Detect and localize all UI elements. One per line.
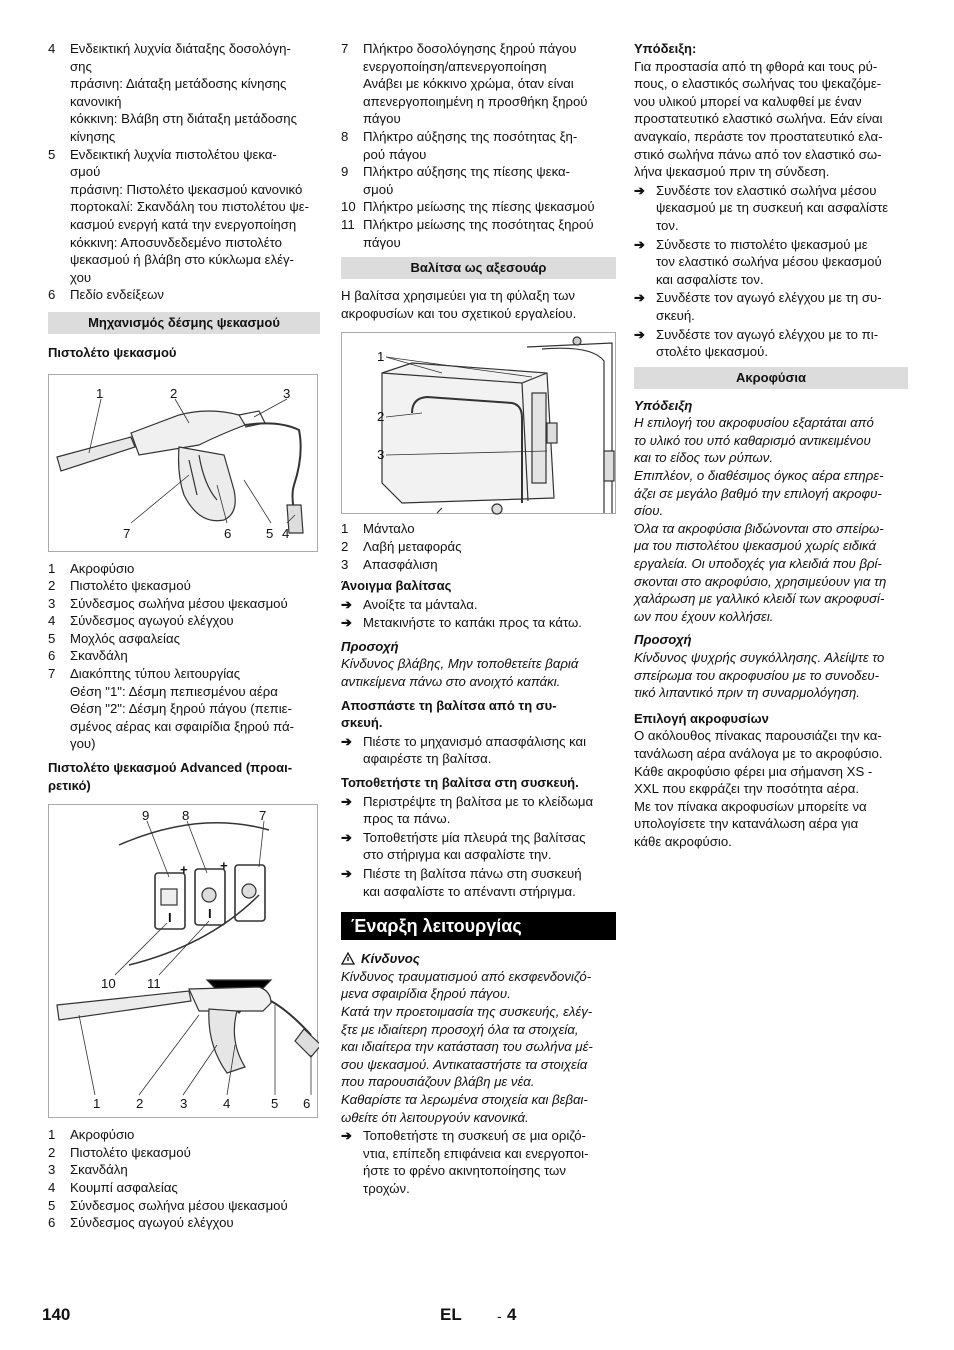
advanced-gun-illustration — [49, 805, 319, 1119]
paragraph-text: ων που έχουν κολλήσει. — [634, 608, 774, 624]
paragraph-text: Η βαλίτσα χρησιμεύει για τη φύλαξη των — [341, 288, 575, 304]
step-item — [341, 614, 616, 632]
paragraph-text: σκονται στο ακροφύσιο, χρησιμεύουν για τη — [634, 573, 887, 589]
list-item — [48, 1214, 320, 1232]
callout-label: 1 — [96, 385, 104, 401]
paragraph-text: που παρουσιάζουν βλάβη με νέα. — [341, 1074, 535, 1090]
list-item — [48, 595, 320, 613]
paragraph-text: Ο ακόλουθος πίνακας παρουσιάζει την κα- — [634, 728, 882, 744]
list-item — [48, 612, 320, 630]
item-text: απενεργοποιημένη η προσθήκη ξηρού — [363, 93, 588, 109]
step-text: Περιστρέψτε τη βαλίτσα με το κλείδωμα — [363, 793, 594, 809]
subheading-nozzle-selection: Επιλογή ακροφυσίων — [634, 710, 769, 726]
paragraph-text: νου υλικού μπορεί να καλυφθεί με έναν — [634, 93, 862, 109]
item-text: Πιστολέτο ψεκασμού — [70, 578, 191, 594]
arrow-icon: ➔ — [341, 615, 353, 631]
callout-label: 7 — [259, 808, 267, 824]
item-text: κανονική — [70, 93, 122, 109]
step-text: και ασφαλίστε τον. — [656, 271, 764, 287]
item-text: Πλήκτρο αύξησης της ποσότητας ξη- — [363, 128, 578, 144]
paragraph-text: Η επιλογή του ακροφυσίου εξαρτάται από — [634, 415, 874, 431]
item-text: σμένος αέρας και σφαιρίδια ξηρού πά- — [70, 718, 294, 734]
item-number: 6 — [48, 1215, 56, 1231]
callout-label: 11 — [147, 976, 161, 992]
paragraph-text: σπείρωμα του ακροφυσίου με το συνοδευ- — [634, 667, 880, 683]
item-text: Πιστολέτο ψεκασμού — [70, 1144, 191, 1160]
section-heading-case: Βαλίτσα ως αξεσουάρ — [341, 257, 616, 279]
item-text: Κουμπί ασφαλείας — [70, 1180, 178, 1195]
item-text: Σκανδάλη — [70, 648, 128, 664]
paragraph-text: αναγκαίο, περάστε τον προστατευτικό ελα- — [634, 128, 883, 144]
item-text: κόκκινη: Βλάβη στη διάταξη μετάδοσης — [70, 111, 297, 127]
step-text: προς τα πάνω. — [363, 811, 451, 827]
danger-title: Κίνδυνος — [361, 951, 420, 967]
list-item — [48, 1144, 320, 1162]
step-text: τον. — [656, 217, 679, 233]
paragraph-text: εργαλεία. Οι υποδοχές για κλειδιά που βρί- — [634, 556, 882, 572]
figure-spray-gun — [48, 374, 318, 552]
step-text: Τοποθετήστε τη συσκευή σε μια οριζό- — [363, 1128, 586, 1144]
paragraph-text: στικό σωλήνα πάνω από τον ελαστικό σω- — [634, 146, 882, 162]
paragraph-text: Κίνδυνος ψυχρής συγκόλλησης. Αλείψτε το — [634, 650, 885, 665]
step-text: ψεκασμού με τη συσκευή και ασφαλίστε — [656, 200, 889, 216]
paragraph-text: Καθαρίστε τα λερωμένα στοιχεία και βεβαι- — [341, 1091, 588, 1107]
plus-icon: + — [220, 858, 228, 874]
item-text: κόκκινη: Αποσυνδεδεμένο πιστολέτο — [70, 234, 283, 250]
step-text: Συνδέστε τον αγωγό ελέγχου με τη συ- — [656, 290, 882, 306]
step-text: Συνδέστε τον αγωγό ελέγχου με το πι- — [656, 326, 879, 342]
step-item — [634, 289, 908, 324]
callout-label: 8 — [182, 808, 190, 824]
page-number: 140 — [42, 1305, 71, 1324]
arrow-icon: ➔ — [341, 1128, 353, 1144]
legend-item-4 — [48, 40, 320, 146]
danger-text — [341, 968, 616, 1126]
item-number: 1 — [48, 560, 56, 576]
subheading-place-case: Τοποθετήστε τη βαλίτσα στη συσκευή. — [341, 775, 579, 791]
paragraph-text: ξτε με ιδιαίτερη προσοχή όλα τα στοιχεία, — [341, 1021, 579, 1037]
callout-label: 6 — [224, 525, 232, 541]
paragraph-text: σίου. — [634, 503, 664, 519]
item-text: πράσινη: Διάταξη μετάδοσης κίνησης — [70, 76, 287, 92]
step-text: ήστε το φρένο ακινητοποίησης των — [363, 1163, 566, 1179]
callout-label: 3 — [283, 385, 291, 401]
paragraph-text: αντικείμενα πάνω στο ανοιχτό καπάκι. — [341, 674, 561, 690]
step-text: αφαιρέστε τη βαλίτσα. — [363, 751, 492, 767]
legend-item-11 — [341, 216, 616, 251]
note2-text — [634, 414, 908, 625]
callout-label: 4 — [282, 525, 290, 541]
step-text: στολέτο ψεκασμού. — [656, 344, 769, 360]
legend-spray-gun — [48, 560, 320, 754]
step-text: Πιέστε τη βαλίτσα πάνω στη συσκευή — [363, 866, 582, 881]
item-text: Ακροφύσιο — [70, 560, 135, 576]
paragraph-text: τανάλωση αέρα ανάλογα με το ακροφύσιο. — [634, 745, 883, 761]
paragraph-text: μενα σφαιρίδια ξηρού πάγου. — [341, 986, 511, 1002]
item-number: 4 — [48, 1180, 56, 1195]
selection-text — [634, 727, 908, 850]
item-text: Θέση "1": Δέσμη πεπιεσμένου αέρα — [70, 683, 278, 699]
item-number: 7 — [341, 41, 349, 56]
item-number: 11 — [341, 216, 355, 232]
paragraph-text: υπολογίσετε την κατανάλωση αέρα για — [634, 816, 859, 832]
legend-item-6 — [48, 286, 320, 304]
subheading-spray-gun: Πιστολέτο ψεκασμού — [48, 344, 177, 360]
item-number: 5 — [48, 146, 56, 162]
paragraph-text: και ιδιαίτερα την κατάσταση του σωλήνα μέ- — [341, 1039, 593, 1055]
list-item — [341, 538, 616, 556]
list-item — [48, 560, 320, 578]
caution-text — [341, 655, 616, 690]
item-text: Απασφάλιση — [363, 556, 438, 572]
legend-item-5 — [48, 146, 320, 287]
item-text: Θέση "2": Δέσμη ξηρού πάγου (πεπιε- — [70, 701, 292, 717]
item-number: 8 — [341, 128, 349, 144]
item-number: 3 — [341, 556, 349, 572]
minus-icon: I — [168, 910, 172, 926]
item-text: Σύνδεσμος αγωγού ελέγχου — [70, 1215, 234, 1231]
step-item — [634, 236, 908, 289]
list-item — [48, 1179, 320, 1197]
step-item — [341, 829, 616, 864]
callout-label: 3 — [180, 1096, 188, 1112]
step-item — [341, 733, 616, 768]
paragraph-text: ωθείτε ότι λειτουργούν κανονικά. — [341, 1109, 529, 1125]
item-number: 3 — [48, 595, 56, 611]
item-text: Πλήκτρο μείωσης της πίεσης ψεκασμού — [363, 199, 595, 215]
paragraph-text: XXL που εκφράζει την ποσότητα αέρα. — [634, 781, 859, 797]
item-text: κασμού ενεργή κατά την ενεργοποίηση — [70, 216, 297, 232]
callout-label: 2 — [136, 1096, 144, 1112]
step-text: ντια, επίπεδη επιφάνεια και ενεργοποι- — [363, 1145, 589, 1161]
paragraph-text: χαλάρωση με γαλλικό κλειδί των ακροφυσί- — [634, 591, 885, 607]
step-text: σκευή. — [656, 307, 695, 323]
paragraph-text: Κίνδυνος τραυματισμού από εκσφενδονιζό- — [341, 968, 592, 984]
item-number: 5 — [48, 1197, 56, 1213]
list-item — [48, 1197, 320, 1215]
arrow-icon: ➔ — [634, 182, 646, 198]
item-text: ενεργοποίηση/απενεργοποίηση — [363, 58, 547, 74]
item-text: γου) — [70, 736, 96, 752]
warning-triangle-icon — [341, 952, 355, 965]
heading-text: ρετικό) — [48, 777, 91, 793]
column-right — [634, 40, 908, 851]
paragraph-text: ακροφυσίων και του σχετικού εργαλείου. — [341, 305, 577, 321]
paragraph-text: Επιπλέον, ο διαθέσιμος όγκος αέρα επηρε- — [634, 468, 884, 484]
item-text: πάγου — [363, 111, 401, 127]
arrow-icon: ➔ — [634, 236, 646, 252]
arrow-icon: ➔ — [341, 733, 353, 749]
paragraph-text: Κατά την προετοιμασία της συσκευής, ελέγ- — [341, 1003, 593, 1019]
item-number: 1 — [48, 1127, 56, 1143]
list-item — [48, 1126, 320, 1144]
note-text — [634, 58, 908, 181]
paragraph-text: σου ψεκασμού. Αντικαταστήστε τα στοιχεία — [341, 1056, 588, 1072]
step-text: τροχών. — [363, 1180, 410, 1196]
item-number: 2 — [48, 578, 56, 594]
callout-label: 5 — [266, 525, 274, 541]
item-text: χου — [70, 269, 92, 285]
callout-label: 4 — [223, 1096, 231, 1112]
callout-label: 10 — [101, 976, 116, 992]
figure-case — [341, 332, 616, 514]
step-text: Συνδέστε τον ελαστικό σωλήνα μέσου — [656, 182, 877, 198]
item-text: σμού — [70, 164, 101, 180]
item-text: Ενδεικτική λυχνία διάταξης δοσολόγη- — [70, 41, 291, 56]
subheading-open-case: Άνοιγμα βαλίτσας — [341, 578, 452, 594]
heading-text: Αποσπάστε τη βαλίτσα από τη συ- — [341, 697, 557, 713]
legend-case — [341, 520, 616, 573]
paragraph-text: και το είδος των ρύπων. — [634, 450, 774, 466]
step-item — [341, 793, 616, 828]
list-item — [48, 647, 320, 665]
step-text: Ανοίξτε τα μάνταλα. — [363, 596, 478, 612]
caution-text — [634, 649, 908, 702]
item-text: Σύνδεσμος σωλήνα μέσου ψεκασμού — [70, 1197, 288, 1213]
paragraph-text: κάθε ακροφύσιο. — [634, 833, 732, 849]
item-number: 5 — [48, 630, 56, 646]
footer-separator: - — [497, 1308, 502, 1324]
item-text: Σύνδεσμος αγωγού ελέγχου — [70, 613, 234, 629]
case-intro — [341, 287, 616, 322]
item-number: 7 — [48, 666, 56, 682]
legend-item-9 — [341, 163, 616, 198]
callout-label: 3 — [377, 447, 385, 463]
paragraph-text: λήνα ψεκασμού πριν τη σύνδεση. — [634, 164, 830, 180]
list-item — [48, 577, 320, 595]
minus-icon: I — [208, 906, 212, 922]
section-heading-start: Έναρξη λειτουργίας — [341, 912, 616, 940]
legend-item-7 — [341, 40, 616, 128]
item-number: 6 — [48, 287, 56, 303]
note-heading: Υπόδειξη: — [634, 41, 697, 56]
callout-label: 6 — [303, 1096, 311, 1112]
step-item — [634, 182, 908, 235]
item-text: σμού — [363, 181, 394, 197]
item-text: πάγου — [363, 234, 401, 250]
step-item — [341, 596, 616, 614]
callout-label: 1 — [93, 1096, 101, 1112]
list-item — [48, 1161, 320, 1179]
item-text: σης — [70, 58, 92, 74]
arrow-icon: ➔ — [341, 793, 353, 809]
callout-label: 9 — [142, 808, 150, 824]
item-text: Πλήκτρο δοσολόγησης ξηρού πάγου — [363, 41, 577, 56]
item-text: Μοχλός ασφαλείας — [70, 630, 180, 646]
item-text: Διακόπτης τύπου λειτουργίας — [70, 666, 241, 682]
item-number: 6 — [48, 648, 56, 664]
figure-advanced-gun — [48, 804, 318, 1118]
section-heading-spray-mechanism: Μηχανισμός δέσμης ψεκασμού — [48, 312, 320, 334]
arrow-icon: ➔ — [634, 290, 646, 306]
danger-heading — [341, 950, 616, 968]
item-text: πορτοκαλί: Σκανδάλη του πιστολέτου ψε- — [70, 199, 310, 215]
step-text: Σύνδεστε το πιστολέτο ψεκασμού με — [656, 236, 868, 252]
item-text: Σύνδεσμος σωλήνα μέσου ψεκασμού — [70, 595, 288, 611]
list-item — [48, 665, 320, 683]
step-text: Τοποθετήστε μία πλευρά της βαλίτσας — [363, 829, 586, 845]
item-number: 2 — [48, 1144, 56, 1160]
paragraph-text: Για προστασία από τη φθορά και τους ρύ- — [634, 58, 878, 74]
item-number: 1 — [341, 521, 349, 537]
spray-gun-illustration — [49, 375, 319, 553]
legend-item-8 — [341, 128, 616, 163]
item-number: 4 — [48, 41, 56, 56]
list-item — [341, 520, 616, 538]
arrow-icon: ➔ — [341, 829, 353, 845]
item-text: κίνησης — [70, 128, 116, 144]
heading-text: σκευή. — [341, 715, 383, 731]
paragraph-text: Όλα τα ακροφύσια βιδώνονται στο σπείρω- — [634, 520, 884, 536]
step-item — [341, 1127, 616, 1197]
paragraph-text: Κίνδυνος βλάβης, Μην τοποθετείτε βαριά — [341, 656, 579, 672]
callout-label: 7 — [123, 525, 131, 541]
item-text: Πλήκτρο μείωσης της ποσότητας ξηρού — [363, 216, 594, 232]
plus-icon: + — [180, 862, 188, 878]
section-heading-nozzles: Ακροφύσια — [634, 367, 908, 389]
paragraph-text: Κάθε ακροφύσιο φέρει μια σήμανση XS - — [634, 763, 873, 779]
item-number: 4 — [48, 613, 56, 629]
section-page-number: 4 — [507, 1305, 517, 1324]
callout-label: 2 — [377, 409, 385, 425]
item-text: Σκανδάλη — [70, 1162, 128, 1178]
arrow-icon: ➔ — [634, 326, 646, 342]
arrow-icon: ➔ — [341, 596, 353, 612]
step-text: Μετακινήστε το καπάκι προς τα κάτω. — [363, 615, 582, 631]
column-left — [48, 40, 320, 1232]
language-code: EL — [440, 1305, 462, 1324]
item7-positions — [48, 683, 320, 753]
note2-heading: Υπόδειξη — [634, 397, 693, 413]
legend-item-10 — [341, 198, 616, 216]
heading-text: Πιστολέτο ψεκασμού Advanced (προαι- — [48, 760, 293, 776]
paragraph-text: το υλικό του υπό καθαρισμό αντικειμένου — [634, 432, 871, 448]
callout-label: 1 — [377, 349, 385, 365]
item-number: 3 — [48, 1162, 56, 1178]
item-text: Πεδίο ενδείξεων — [70, 287, 164, 303]
list-item — [48, 630, 320, 648]
step-text: Πιέστε το μηχανισμό απασφάλισης και — [363, 733, 587, 749]
paragraph-text: προστατευτικό ελαστικό σωλήνα. Εάν είναι — [634, 111, 883, 127]
paragraph-text: άζει σε μεγάλο βαθμό την επιλογή ακροφυ- — [634, 485, 882, 501]
caution-heading: Προσοχή — [341, 638, 399, 654]
item-text: Μάνταλο — [363, 521, 415, 537]
step-item — [341, 865, 616, 900]
list-item — [341, 556, 616, 574]
paragraph-text: μα του πιστολέτου ψεκασμού χωρίς ειδικά — [634, 538, 876, 554]
callout-label: 5 — [271, 1096, 279, 1112]
arrow-icon: ➔ — [341, 866, 353, 881]
item-text: ψεκασμού ή βλάβη στο κύκλωμα ελέγ- — [70, 252, 294, 268]
item-number: 10 — [341, 199, 356, 215]
item-number: 9 — [341, 164, 349, 180]
subheading-advanced-gun — [48, 759, 320, 794]
subheading-remove-case — [341, 697, 616, 732]
callout-label: 2 — [170, 385, 178, 401]
item-text: Ενδεικτική λυχνία πιστολέτου ψεκα- — [70, 146, 277, 162]
item-text: ρού πάγου — [363, 146, 427, 162]
item-text: Λαβή μεταφοράς — [363, 538, 462, 554]
column-middle — [341, 40, 616, 1199]
item-text: Πλήκτρο αύξησης της πίεσης ψεκα- — [363, 164, 571, 180]
paragraph-text: τικό λιπαντικό πριν τη συναρμολόγηση. — [634, 685, 860, 701]
paragraph-text: πους, ο ελαστικός σωλήνας του ψεκαζόμε- — [634, 76, 882, 92]
step-item — [634, 326, 908, 361]
item-text: πράσινη: Πιστολέτο ψεκασμού κανονικό — [70, 181, 303, 197]
caution-heading: Προσοχή — [634, 632, 692, 648]
paragraph-text: Με τον πίνακα ακροφυσίων μπορείτε να — [634, 798, 867, 814]
step-text: και ασφαλίστε το απέναντι στήριγμα. — [363, 883, 576, 899]
item-text: Ανάβει με κόκκινο χρώμα, όταν είναι — [363, 76, 574, 92]
step-text: στο στήριγμα και ασφαλίστε την. — [363, 847, 552, 863]
item-number: 2 — [341, 538, 349, 554]
step-text: τον ελαστικό σωλήνα μέσου ψεκασμού — [656, 254, 882, 270]
item-text: Ακροφύσιο — [70, 1127, 135, 1143]
legend-advanced-gun — [48, 1126, 320, 1232]
